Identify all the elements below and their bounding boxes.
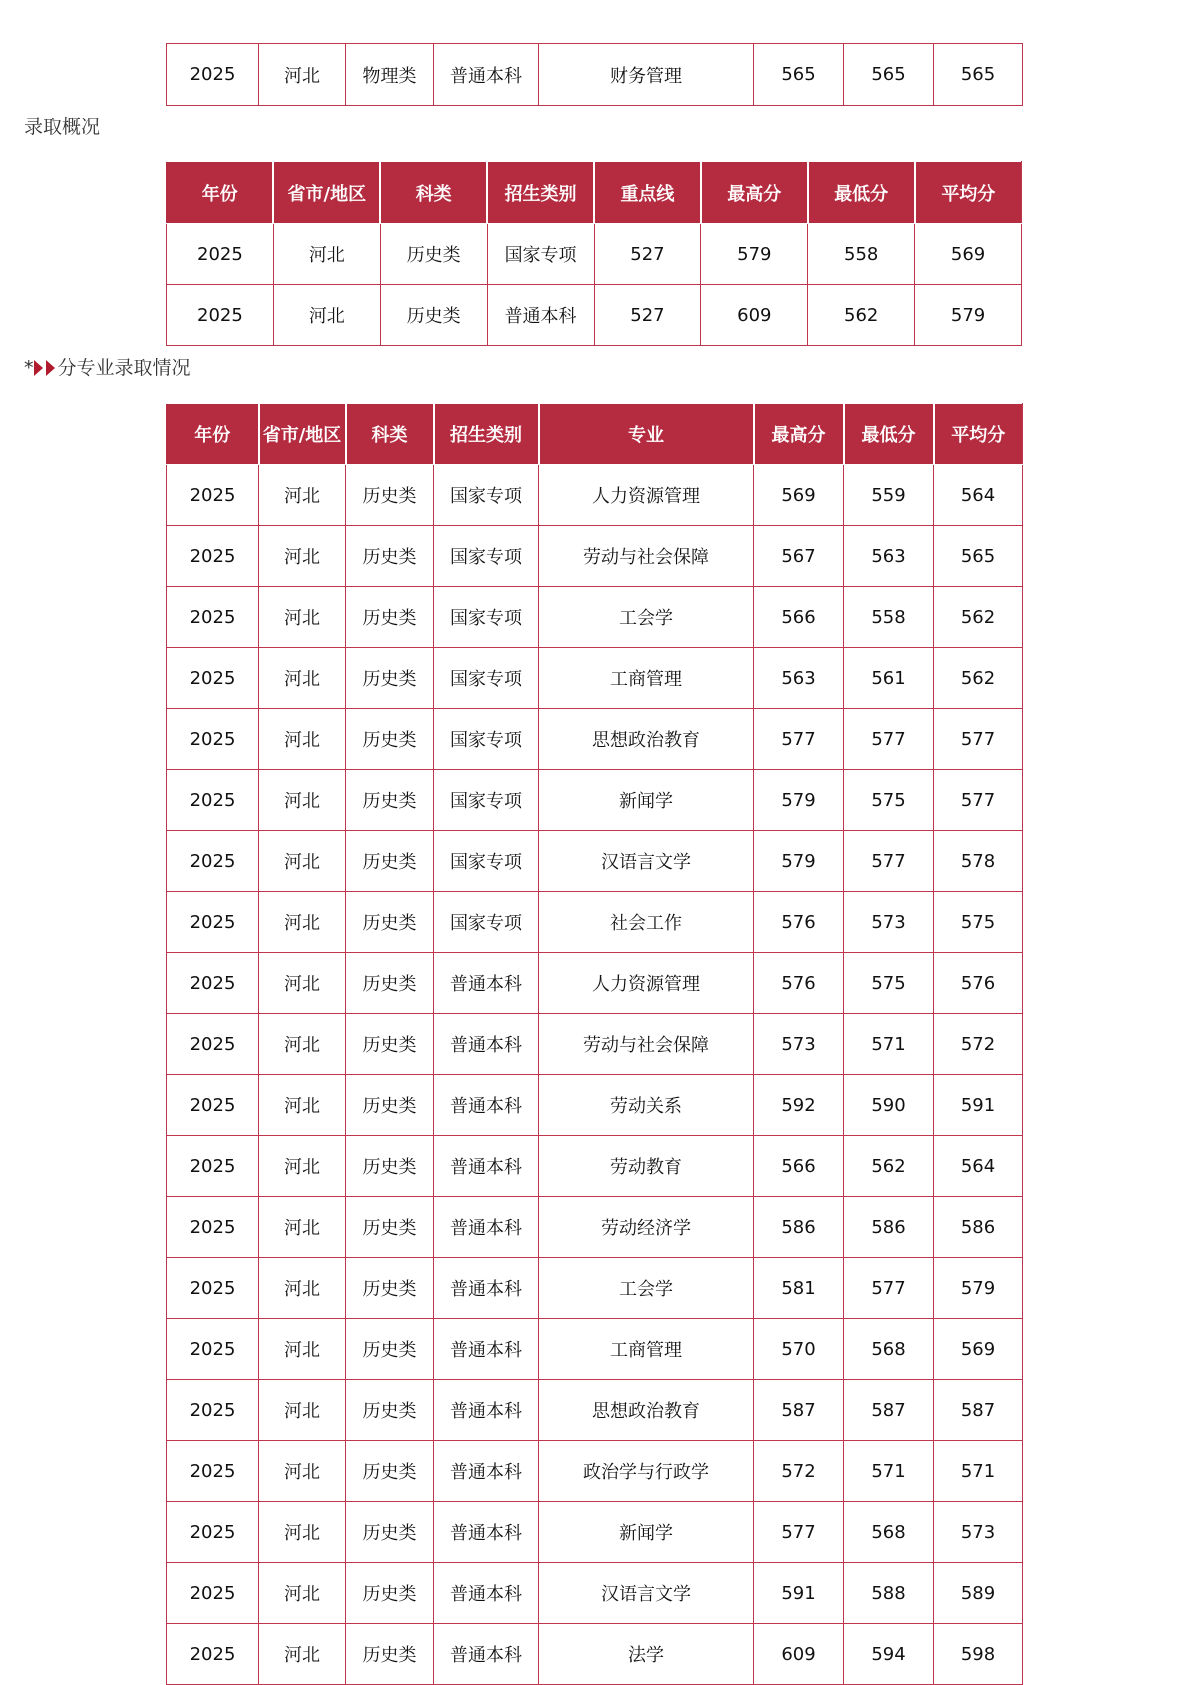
table-cell: 国家专项 xyxy=(434,587,539,648)
table-cell: 575 xyxy=(934,892,1023,953)
table-cell: 普通本科 xyxy=(434,1258,539,1319)
table-cell: 579 xyxy=(934,1258,1023,1319)
table-cell: 河北 xyxy=(259,1380,346,1441)
table-cell: 历史类 xyxy=(346,1197,434,1258)
table-cell: 国家专项 xyxy=(434,526,539,587)
table-cell: 571 xyxy=(844,1441,934,1502)
table-cell: 579 xyxy=(754,831,844,892)
table-cell: 562 xyxy=(934,587,1023,648)
previous-major-table-tail xyxy=(166,43,1023,106)
table-cell: 571 xyxy=(844,1014,934,1075)
table-row xyxy=(167,1075,1023,1136)
table-cell: 河北 xyxy=(259,1502,346,1563)
table-cell: 国家专项 xyxy=(434,831,539,892)
table-row xyxy=(167,1563,1023,1624)
table-cell: 历史类 xyxy=(346,831,434,892)
column-header: 省市/地区 xyxy=(259,404,346,465)
table-cell: 历史类 xyxy=(346,1380,434,1441)
table-row xyxy=(167,1258,1023,1319)
table-cell: 2025 xyxy=(167,44,259,106)
table-cell: 河北 xyxy=(259,465,346,526)
table-cell: 历史类 xyxy=(346,648,434,709)
table-row xyxy=(167,1380,1023,1441)
table-cell: 565 xyxy=(754,44,844,106)
column-header: 平均分 xyxy=(934,404,1023,465)
table-cell: 564 xyxy=(934,465,1023,526)
table-cell: 2025 xyxy=(167,1624,259,1685)
column-header: 专业 xyxy=(539,404,754,465)
table-cell: 563 xyxy=(844,526,934,587)
table-cell: 历史类 xyxy=(380,224,487,285)
table-cell: 586 xyxy=(754,1197,844,1258)
table-cell: 577 xyxy=(934,770,1023,831)
table-cell: 565 xyxy=(844,44,934,106)
table-cell: 历史类 xyxy=(346,1441,434,1502)
table-cell: 2025 xyxy=(167,709,259,770)
table-cell: 国家专项 xyxy=(434,465,539,526)
table-cell: 2025 xyxy=(167,1441,259,1502)
column-header: 最高分 xyxy=(754,404,844,465)
table-cell: 普通本科 xyxy=(434,1502,539,1563)
table-cell: 思想政治教育 xyxy=(539,1380,754,1441)
admission-summary-table xyxy=(166,161,1022,346)
table-row xyxy=(167,587,1023,648)
table-cell: 国家专项 xyxy=(434,709,539,770)
column-header: 重点线 xyxy=(594,162,701,224)
table-cell: 国家专项 xyxy=(487,224,594,285)
column-header: 最低分 xyxy=(844,404,934,465)
table-cell: 历史类 xyxy=(346,709,434,770)
header-row xyxy=(167,162,1022,224)
table-cell: 政治学与行政学 xyxy=(539,1441,754,1502)
table-cell: 579 xyxy=(915,285,1022,346)
table-cell: 历史类 xyxy=(346,1014,434,1075)
table-cell: 2025 xyxy=(167,1136,259,1197)
table-cell: 591 xyxy=(934,1075,1023,1136)
table-cell: 历史类 xyxy=(346,1258,434,1319)
table-cell: 565 xyxy=(934,44,1023,106)
table-cell: 577 xyxy=(844,831,934,892)
table-cell: 历史类 xyxy=(346,1563,434,1624)
table-cell: 新闻学 xyxy=(539,1502,754,1563)
table-row xyxy=(167,648,1023,709)
table-cell: 587 xyxy=(754,1380,844,1441)
table-cell: 2025 xyxy=(167,831,259,892)
red-arrow-icon xyxy=(46,360,55,376)
table-cell: 577 xyxy=(754,709,844,770)
table-cell: 河北 xyxy=(273,285,380,346)
table-cell: 2025 xyxy=(167,1319,259,1380)
column-header: 省市/地区 xyxy=(273,162,380,224)
table-cell: 527 xyxy=(594,224,701,285)
column-header: 科类 xyxy=(346,404,434,465)
table-cell: 新闻学 xyxy=(539,770,754,831)
table-cell: 普通本科 xyxy=(434,1624,539,1685)
table-cell: 历史类 xyxy=(346,892,434,953)
table-cell: 河北 xyxy=(259,648,346,709)
table-cell: 工会学 xyxy=(539,587,754,648)
table-cell: 河北 xyxy=(273,224,380,285)
major-admission-table xyxy=(166,403,1023,1685)
table-cell: 劳动关系 xyxy=(539,1075,754,1136)
table-cell: 国家专项 xyxy=(434,892,539,953)
table-row xyxy=(167,465,1023,526)
table-cell: 587 xyxy=(844,1380,934,1441)
table-cell: 588 xyxy=(844,1563,934,1624)
table-cell: 594 xyxy=(844,1624,934,1685)
table-cell: 普通本科 xyxy=(434,1197,539,1258)
table-row xyxy=(167,1197,1023,1258)
table-cell: 历史类 xyxy=(346,1319,434,1380)
table-row xyxy=(167,892,1023,953)
column-header: 招生类别 xyxy=(487,162,594,224)
section-title-major-admission xyxy=(24,353,191,380)
table-cell: 591 xyxy=(754,1563,844,1624)
table-cell: 法学 xyxy=(539,1624,754,1685)
table-cell: 人力资源管理 xyxy=(539,953,754,1014)
table-row xyxy=(167,953,1023,1014)
table-row xyxy=(167,1441,1023,1502)
table-cell: 590 xyxy=(844,1075,934,1136)
table-cell: 河北 xyxy=(259,1258,346,1319)
table-cell: 普通本科 xyxy=(434,1441,539,1502)
table-cell: 国家专项 xyxy=(434,648,539,709)
red-arrow-icon xyxy=(34,360,43,376)
table-cell: 河北 xyxy=(259,1197,346,1258)
column-header: 最低分 xyxy=(808,162,915,224)
table-row xyxy=(167,709,1023,770)
table-cell: 普通本科 xyxy=(434,1380,539,1441)
table-cell: 572 xyxy=(934,1014,1023,1075)
table-cell: 历史类 xyxy=(346,1136,434,1197)
header-row xyxy=(167,404,1023,465)
table-cell: 569 xyxy=(934,1319,1023,1380)
table-cell: 558 xyxy=(844,587,934,648)
table-cell: 2025 xyxy=(167,1197,259,1258)
table-cell: 572 xyxy=(754,1441,844,1502)
table-cell: 592 xyxy=(754,1075,844,1136)
section-title-admission-overview: 录取概况 xyxy=(24,116,101,138)
table-cell: 581 xyxy=(754,1258,844,1319)
table-cell: 历史类 xyxy=(346,1624,434,1685)
table-cell: 577 xyxy=(844,1258,934,1319)
table-cell: 河北 xyxy=(259,1319,346,1380)
table-cell: 劳动经济学 xyxy=(539,1197,754,1258)
table-cell: 2025 xyxy=(167,770,259,831)
table-cell: 579 xyxy=(701,224,808,285)
table-cell: 河北 xyxy=(259,44,346,106)
table-cell: 汉语言文学 xyxy=(539,1563,754,1624)
table-cell: 566 xyxy=(754,587,844,648)
table-cell: 历史类 xyxy=(346,587,434,648)
table-cell: 河北 xyxy=(259,587,346,648)
table-cell: 568 xyxy=(844,1319,934,1380)
table-cell: 劳动教育 xyxy=(539,1136,754,1197)
table-cell: 河北 xyxy=(259,831,346,892)
table-cell: 河北 xyxy=(259,709,346,770)
table-cell: 物理类 xyxy=(346,44,434,106)
table-cell: 劳动与社会保障 xyxy=(539,526,754,587)
table-cell: 河北 xyxy=(259,1563,346,1624)
table-cell: 569 xyxy=(754,465,844,526)
table-cell: 河北 xyxy=(259,770,346,831)
table-cell: 586 xyxy=(934,1197,1023,1258)
asterisk: * xyxy=(24,357,34,379)
table-cell: 576 xyxy=(754,892,844,953)
table-row xyxy=(167,526,1023,587)
table-cell: 工会学 xyxy=(539,1258,754,1319)
table-cell: 历史类 xyxy=(346,953,434,1014)
column-header: 年份 xyxy=(167,404,259,465)
column-header: 科类 xyxy=(380,162,487,224)
table-cell: 609 xyxy=(754,1624,844,1685)
table-cell: 2025 xyxy=(167,285,274,346)
table-cell: 587 xyxy=(934,1380,1023,1441)
table-cell: 思想政治教育 xyxy=(539,709,754,770)
table-cell: 2025 xyxy=(167,1075,259,1136)
table-cell: 571 xyxy=(934,1441,1023,1502)
table-cell: 576 xyxy=(754,953,844,1014)
table-cell: 2025 xyxy=(167,1502,259,1563)
table-cell: 2025 xyxy=(167,1258,259,1319)
table-cell: 579 xyxy=(754,770,844,831)
table-cell: 普通本科 xyxy=(487,285,594,346)
table-row xyxy=(167,224,1022,285)
table-cell: 569 xyxy=(915,224,1022,285)
table-cell: 577 xyxy=(844,709,934,770)
column-header: 年份 xyxy=(167,162,274,224)
table-cell: 575 xyxy=(844,953,934,1014)
table-cell: 573 xyxy=(754,1014,844,1075)
table-cell: 普通本科 xyxy=(434,953,539,1014)
table-row xyxy=(167,285,1022,346)
table-cell: 558 xyxy=(808,224,915,285)
table-cell: 历史类 xyxy=(346,1075,434,1136)
table-cell: 2025 xyxy=(167,224,274,285)
table-cell: 历史类 xyxy=(380,285,487,346)
table-cell: 562 xyxy=(934,648,1023,709)
table-cell: 568 xyxy=(844,1502,934,1563)
table-cell: 历史类 xyxy=(346,770,434,831)
table-cell: 河北 xyxy=(259,1441,346,1502)
table-cell: 河北 xyxy=(259,1136,346,1197)
table-cell: 563 xyxy=(754,648,844,709)
table-cell: 工商管理 xyxy=(539,648,754,709)
table-cell: 561 xyxy=(844,648,934,709)
table-cell: 国家专项 xyxy=(434,770,539,831)
table-cell: 2025 xyxy=(167,892,259,953)
table-cell: 577 xyxy=(934,709,1023,770)
table-row xyxy=(167,1136,1023,1197)
table-cell: 564 xyxy=(934,1136,1023,1197)
table-cell: 河北 xyxy=(259,892,346,953)
table-cell: 普通本科 xyxy=(434,1563,539,1624)
table-row xyxy=(167,831,1023,892)
table-row xyxy=(167,1502,1023,1563)
column-header: 平均分 xyxy=(915,162,1022,224)
table-cell: 559 xyxy=(844,465,934,526)
table-row xyxy=(167,1624,1023,1685)
table-cell: 2025 xyxy=(167,1380,259,1441)
table-row xyxy=(167,770,1023,831)
table-cell: 578 xyxy=(934,831,1023,892)
table-cell: 2025 xyxy=(167,648,259,709)
table-cell: 565 xyxy=(934,526,1023,587)
table-cell: 575 xyxy=(844,770,934,831)
table-cell: 598 xyxy=(934,1624,1023,1685)
table-cell: 566 xyxy=(754,1136,844,1197)
table-cell: 576 xyxy=(934,953,1023,1014)
table-row xyxy=(167,1319,1023,1380)
table-cell: 609 xyxy=(701,285,808,346)
table-cell: 2025 xyxy=(167,526,259,587)
table-cell: 2025 xyxy=(167,465,259,526)
table-cell: 589 xyxy=(934,1563,1023,1624)
table-cell: 历史类 xyxy=(346,526,434,587)
table-cell: 普通本科 xyxy=(434,1075,539,1136)
table-cell: 577 xyxy=(754,1502,844,1563)
table-cell: 劳动与社会保障 xyxy=(539,1014,754,1075)
table-cell: 2025 xyxy=(167,953,259,1014)
table-cell: 2025 xyxy=(167,1563,259,1624)
table-cell: 工商管理 xyxy=(539,1319,754,1380)
table-cell: 普通本科 xyxy=(434,1014,539,1075)
table-cell: 570 xyxy=(754,1319,844,1380)
table-cell: 2025 xyxy=(167,1014,259,1075)
table-row xyxy=(167,44,1023,106)
table-cell: 河北 xyxy=(259,1014,346,1075)
table-cell: 汉语言文学 xyxy=(539,831,754,892)
table-cell: 普通本科 xyxy=(434,44,539,106)
table-cell: 普通本科 xyxy=(434,1136,539,1197)
table-cell: 财务管理 xyxy=(539,44,754,106)
table-cell: 历史类 xyxy=(346,1502,434,1563)
column-header: 招生类别 xyxy=(434,404,539,465)
table-row xyxy=(167,1014,1023,1075)
table-cell: 人力资源管理 xyxy=(539,465,754,526)
table-cell: 567 xyxy=(754,526,844,587)
table-cell: 573 xyxy=(934,1502,1023,1563)
table-cell: 普通本科 xyxy=(434,1319,539,1380)
table-cell: 527 xyxy=(594,285,701,346)
table-cell: 社会工作 xyxy=(539,892,754,953)
table-cell: 562 xyxy=(844,1136,934,1197)
table-cell: 历史类 xyxy=(346,465,434,526)
table-cell: 河北 xyxy=(259,1075,346,1136)
table-cell: 2025 xyxy=(167,587,259,648)
table-cell: 562 xyxy=(808,285,915,346)
table-cell: 586 xyxy=(844,1197,934,1258)
column-header: 最高分 xyxy=(701,162,808,224)
table-cell: 573 xyxy=(844,892,934,953)
table-cell: 河北 xyxy=(259,1624,346,1685)
table-cell: 河北 xyxy=(259,953,346,1014)
table-cell: 河北 xyxy=(259,526,346,587)
section-title-text: 分专业录取情况 xyxy=(57,357,191,379)
